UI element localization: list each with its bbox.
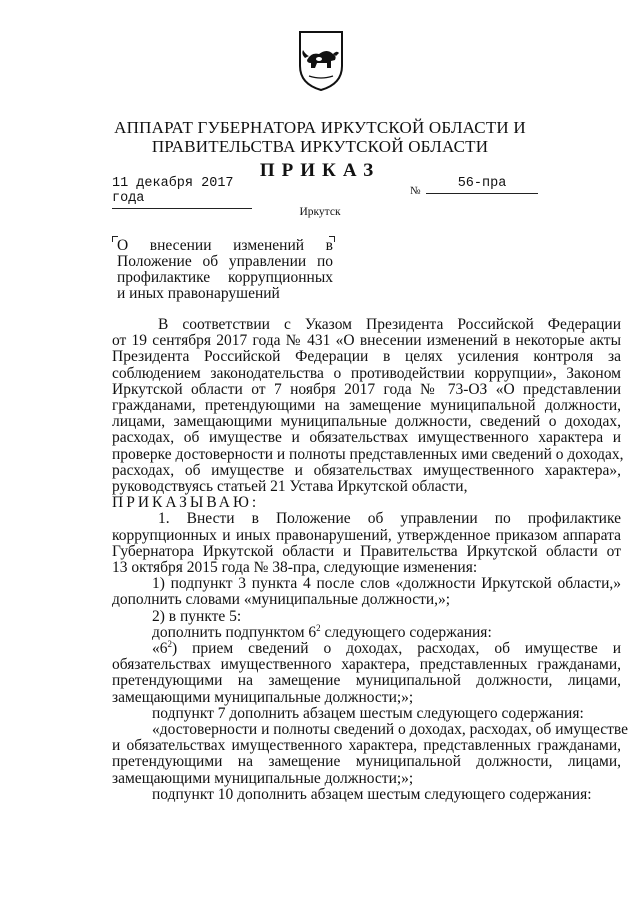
document-date: 11 декабря 2017 года [112, 176, 252, 209]
city-name: Иркутск [299, 206, 341, 218]
body-line: проверке достоверности и полноты представленных ими сведений о доходах, [112, 445, 624, 463]
body-line: «достоверности и полноты сведений о доходах, расходах, об имуществе [152, 721, 629, 739]
subject-line: и иных правонарушений [117, 285, 280, 302]
subject-line: профилактике коррупционных [117, 269, 333, 286]
body-line: соблюдением законодательства о противодействии коррупции», Законом [112, 364, 621, 382]
superscript: 2 [167, 638, 172, 649]
body-line: В соответствии с Указом Президента Российской Федерации [158, 316, 621, 333]
order-word: ПРИКАЗЫВАЮ: [112, 494, 260, 512]
issuer-line-2: ПРАВИТЕЛЬСТВА ИРКУТСКОЙ ОБЛАСТИ [151, 137, 489, 156]
body-line: подпункт 7 дополнить абзацем шестым следующего содержания: [152, 704, 584, 722]
document-body [112, 316, 629, 803]
document-subject [117, 238, 333, 302]
number-label: № [410, 185, 421, 197]
issuer-line-1: АППАРАТ ГУБЕРНАТОРА ИРКУТСКОЙ ОБЛАСТИ И [114, 118, 526, 137]
body-line: претендующими на замещение муниципальной должности, лицами, [112, 672, 621, 690]
body-line: подпункт 10 дополнить абзацем шестым следующего содержания: [152, 785, 592, 803]
body-line: лицами, замещающими муниципальные должности, сведений о доходах, [112, 413, 621, 431]
body-line: 1. Внести в Положение об управлении по профилактике [158, 510, 621, 528]
body-line [112, 622, 621, 641]
body-line: дополнить словами «муниципальные должности,»; [112, 591, 451, 609]
body-line: 13 октября 2015 года № 38-пра, следующие изменения: [112, 559, 478, 577]
body-line: гражданами, претендующими на замещение муниципальной должности, [112, 397, 621, 415]
body-line: замещающими муниципальные должности;»; [112, 688, 414, 706]
subject-line: Положение об управлении по [117, 253, 333, 270]
body-text: следующего содержания: [320, 623, 492, 641]
body-line: от 19 сентября 2017 года № 431 «О внесении изменений в некоторые акты [112, 332, 621, 350]
body-line: замещающими муниципальные должности;»; [112, 769, 414, 787]
subject-line: О внесении изменений в [117, 237, 333, 254]
superscript: 2 [316, 622, 321, 633]
body-line: Иркутской области от 7 ноября 2017 года № 73-ОЗ «О представлении [112, 380, 621, 398]
body-text: дополнить подпунктом 6 [152, 623, 317, 641]
body-line: Губернатора Иркутской области и Правительства Иркутской области от [112, 542, 621, 560]
document-number: 56-пра [426, 176, 538, 194]
body-line: претендующими на замещение муниципальной должности, лицами, [112, 753, 621, 771]
body-line: коррупционных и иных правонарушений, утвержденное приказом аппарата [112, 526, 621, 544]
body-line: расходах, об имуществе и обязательствах имущественного характера», [112, 461, 621, 479]
body-text: «6 [152, 640, 168, 658]
body-line [112, 638, 621, 658]
body-line: 2) в пункте 5: [152, 607, 242, 625]
body-text: ) прием сведений о доходах, расходах, об имуществе и [172, 640, 621, 658]
body-line: руководствуясь статьей 21 Устава Иркутской области, [112, 478, 468, 496]
body-line: Президента Российской Федерации в целях усиления контроля за [112, 348, 621, 366]
body-line: и обязательствах имущественного характера, представленных гражданами, [112, 737, 621, 755]
body-line: обязательствах имущественного характера, представленных гражданами, [112, 656, 621, 674]
body-line: расходах, об имуществе и обязательствах имущественного характера и [112, 429, 621, 447]
body-line: 1) подпункт 3 пункта 4 после слов «должности Иркутской области,» [152, 575, 621, 593]
document-type-title: ПРИКАЗ [259, 160, 381, 181]
coat-of-arms-emblem [297, 30, 345, 92]
